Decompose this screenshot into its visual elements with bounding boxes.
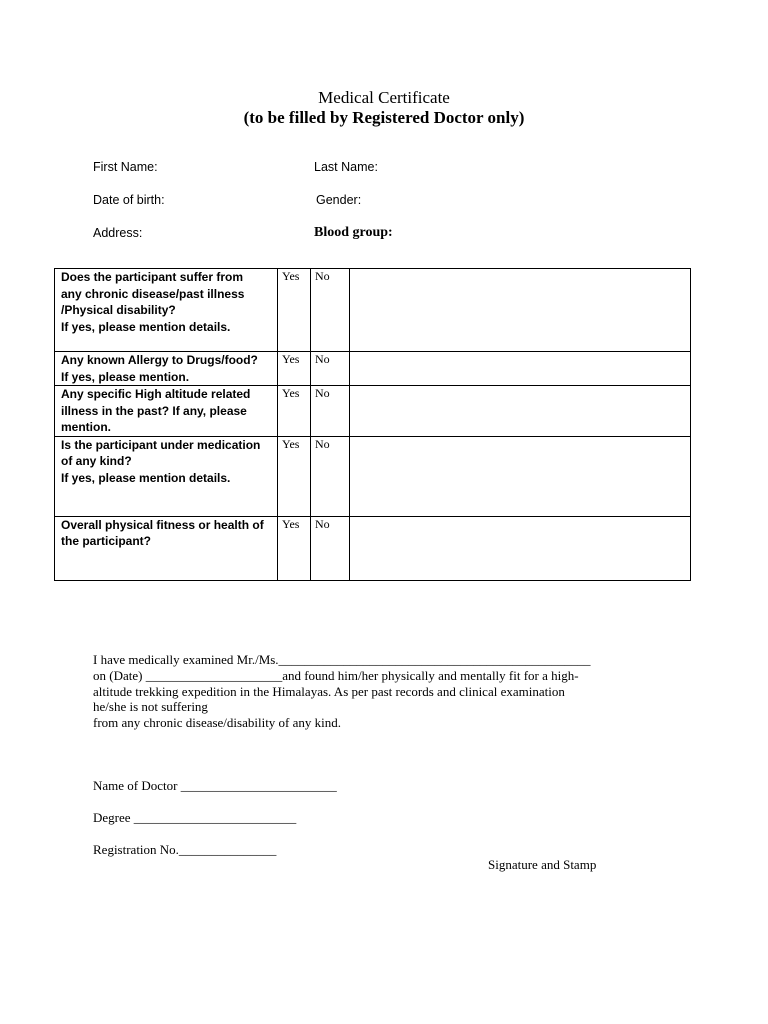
question-cell: Is the participant under medication of any kind? If yes, please mention details. bbox=[55, 436, 278, 516]
no-option[interactable]: No bbox=[311, 386, 350, 437]
details-cell[interactable] bbox=[350, 352, 691, 386]
yes-option[interactable]: Yes bbox=[278, 386, 311, 437]
document-subtitle: (to be filled by Registered Doctor only) bbox=[243, 108, 525, 127]
table-row bbox=[55, 352, 691, 386]
table-row bbox=[55, 516, 691, 580]
document-title: Medical Certificate bbox=[318, 88, 450, 107]
no-option[interactable]: No bbox=[311, 436, 350, 516]
details-cell[interactable] bbox=[350, 516, 691, 580]
address-field[interactable]: Address: bbox=[93, 226, 143, 240]
table-row bbox=[55, 386, 691, 437]
registration-number-field[interactable]: Registration No._______________ bbox=[93, 842, 277, 857]
question-cell: Does the participant suffer from any chronic disease/past illness /Physical disability? If yes, please mention details. bbox=[55, 269, 278, 352]
no-option[interactable]: No bbox=[311, 269, 350, 352]
first-name-field[interactable]: First Name: bbox=[93, 160, 158, 174]
blood-group-field[interactable]: Blood group: bbox=[314, 225, 393, 240]
doctor-name-field[interactable]: Name of Doctor ________________________ bbox=[93, 778, 337, 793]
declaration-paragraph[interactable]: I have medically examined Mr./Ms.________________________________________________ on (Date) _____________________and found him/her physically and mentally fit for a high- altitude trekking expedition in the Himalayas. As per past records and clinical examination he/she is not suffering from any chronic disease/disability of any kind. bbox=[93, 652, 591, 731]
details-cell[interactable] bbox=[350, 386, 691, 437]
degree-field[interactable]: Degree _________________________ bbox=[93, 810, 297, 825]
yes-option[interactable]: Yes bbox=[278, 436, 311, 516]
yes-option[interactable]: Yes bbox=[278, 516, 311, 580]
yes-option[interactable]: Yes bbox=[278, 269, 311, 352]
details-cell[interactable] bbox=[350, 436, 691, 516]
table-row bbox=[55, 269, 691, 352]
question-cell: Overall physical fitness or health of the participant? bbox=[55, 516, 278, 580]
table-row bbox=[55, 436, 691, 516]
yes-option[interactable]: Yes bbox=[278, 352, 311, 386]
last-name-field[interactable]: Last Name: bbox=[314, 160, 378, 174]
question-cell: Any specific High altitude related illness in the past? If any, please mention. bbox=[55, 386, 278, 437]
gender-field[interactable]: Gender: bbox=[316, 193, 362, 207]
medical-questions-table bbox=[54, 268, 691, 581]
question-cell: Any known Allergy to Drugs/food? If yes, please mention. bbox=[55, 352, 278, 386]
details-cell[interactable] bbox=[350, 269, 691, 352]
no-option[interactable]: No bbox=[311, 516, 350, 580]
signature-and-stamp-label: Signature and Stamp bbox=[488, 857, 597, 872]
no-option[interactable]: No bbox=[311, 352, 350, 386]
date-of-birth-field[interactable]: Date of birth: bbox=[93, 193, 165, 207]
